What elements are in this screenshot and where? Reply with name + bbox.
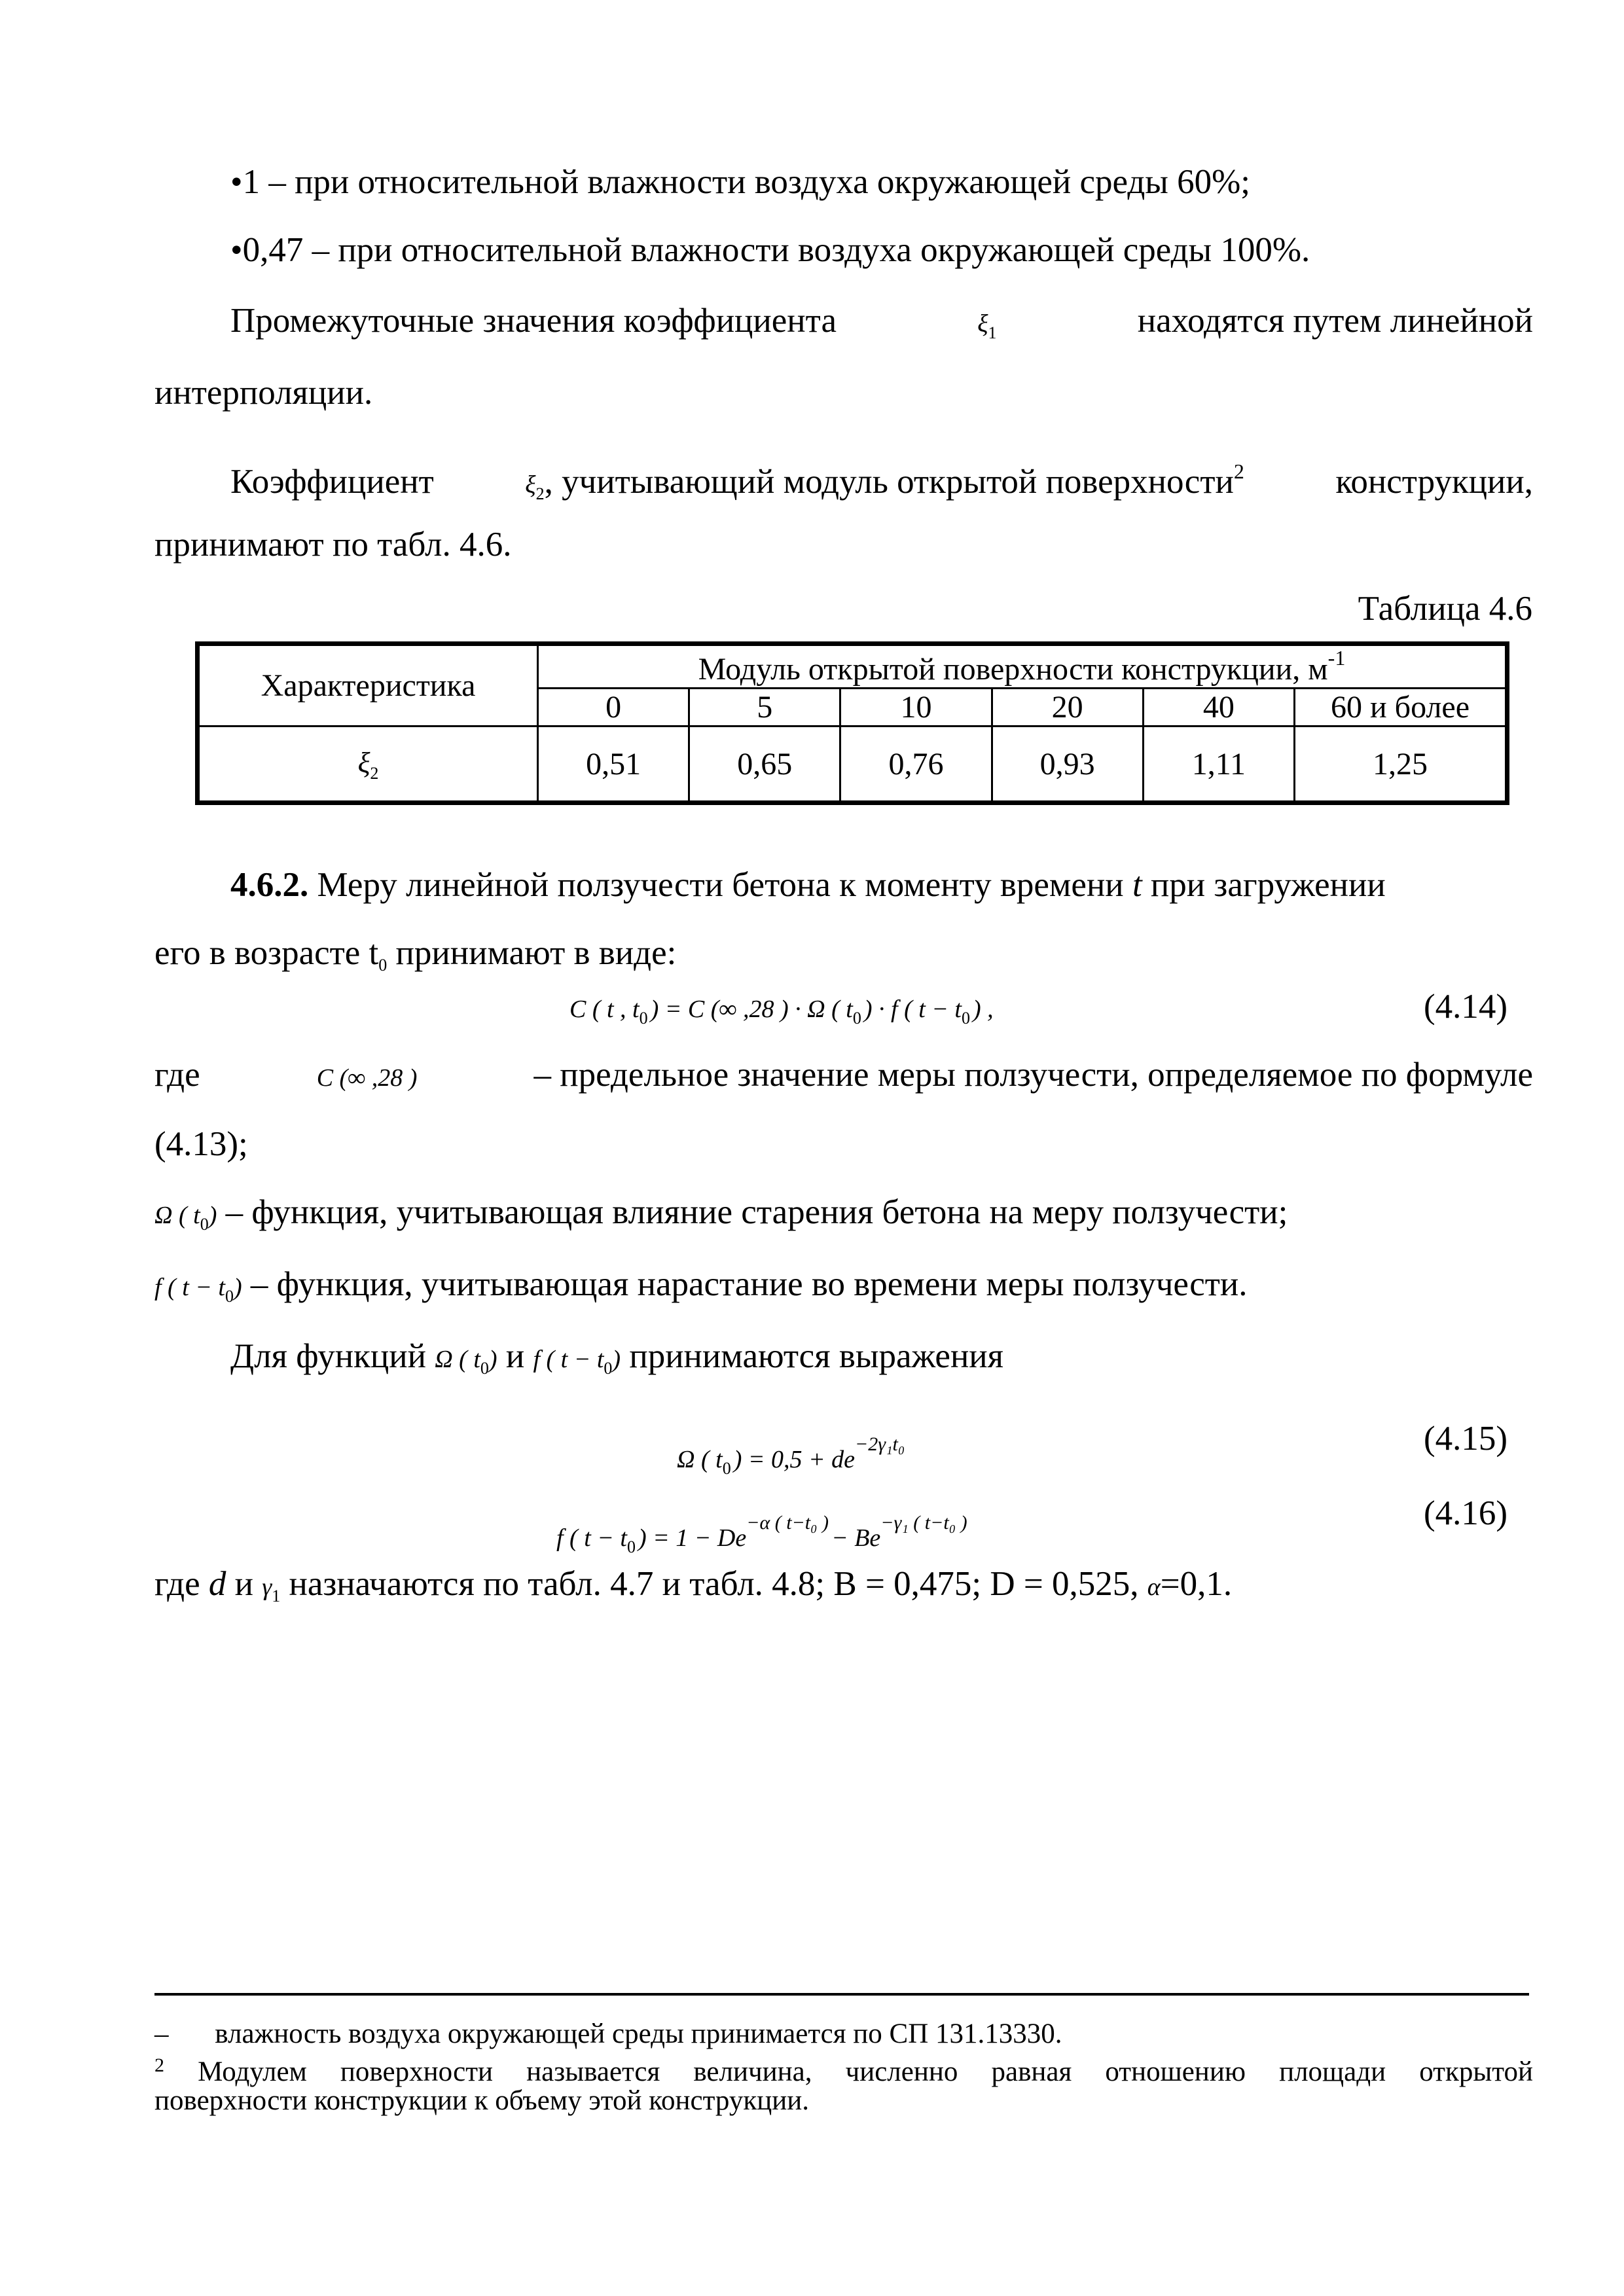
text: где xyxy=(154,1565,200,1603)
formula: ) xyxy=(233,1274,242,1301)
footnote-text: влажность воздуха окружающей среды принимается по СП 131.13330. xyxy=(215,2018,1062,2049)
text: назначаются по табл. 4.7 и табл. 4.8; B = 0,475; D = 0,525, xyxy=(289,1565,1139,1603)
bullet-item xyxy=(230,161,1250,203)
text: где xyxy=(154,1056,200,1094)
bullet-icon: • xyxy=(230,231,243,269)
subscript: 0 xyxy=(852,1009,861,1028)
section-number: 4.6.2. xyxy=(230,866,309,904)
text: =0,1. xyxy=(1160,1565,1233,1603)
bullet-item xyxy=(230,229,1310,271)
text: находятся путем линейной xyxy=(1137,302,1533,340)
formula: Ω ( t xyxy=(154,1202,200,1229)
text: Меру линейной ползучести бетона к моменту времени xyxy=(317,866,1124,904)
formula: ) = 0,5 + de xyxy=(733,1446,856,1473)
def-omega xyxy=(154,1191,1288,1246)
subscript: 0 xyxy=(200,1215,209,1234)
column-header: 60 и более xyxy=(1295,689,1507,726)
symbol: γ xyxy=(262,1573,272,1601)
text: Характеристика xyxy=(261,668,476,703)
group-header xyxy=(538,644,1507,689)
subscript: 0 xyxy=(961,1009,970,1028)
subscript: 1 xyxy=(988,323,997,342)
variable: d xyxy=(208,1565,226,1603)
footnote-text: Модулем поверхности называется величина, численно равная отношению площади открытой xyxy=(198,2056,1533,2087)
column-header: 20 xyxy=(992,689,1143,726)
subscript: 2 xyxy=(535,484,545,503)
column-header: 10 xyxy=(840,689,992,726)
equation-4-15 xyxy=(677,1433,905,1479)
equation-4-16 xyxy=(556,1512,967,1557)
subscript: 0 xyxy=(722,1459,731,1478)
subscript: 0 xyxy=(604,1359,613,1378)
xi2-expression xyxy=(525,450,1244,515)
symbol: α xyxy=(1147,1573,1161,1601)
subscript: 0 xyxy=(626,1537,636,1556)
paragraph-line: интерполяции. xyxy=(154,374,373,412)
table-cell: 1,25 xyxy=(1295,726,1507,803)
formula: ) = C (∞ ,28 ) · Ω ( t xyxy=(650,996,853,1023)
subscript: 2 xyxy=(370,764,379,783)
table-cell: 0,65 xyxy=(689,726,840,803)
formula: − Be xyxy=(831,1524,881,1552)
formula: ) · f ( t − t xyxy=(863,996,962,1023)
footnote-1 xyxy=(154,2017,1062,2051)
for-functions xyxy=(230,1335,1003,1390)
formula: Ω ( t xyxy=(435,1346,480,1373)
formula: f ( t − t xyxy=(556,1524,627,1552)
formula: C (∞ ,28 ) xyxy=(316,1064,418,1092)
reference: (4.13); xyxy=(154,1125,248,1163)
paragraph-coefficient xyxy=(230,450,1533,515)
footnote-mark: – xyxy=(154,2018,169,2049)
row-header xyxy=(198,644,538,726)
text: – функция, учитывающая влияние старения бетона на меру ползучести; xyxy=(225,1193,1288,1231)
section-line2 xyxy=(154,932,676,986)
text: – функция, учитывающая нарастание во времени меры ползучести. xyxy=(250,1265,1248,1303)
formula: ) , xyxy=(972,996,994,1023)
section-4-6-2 xyxy=(230,864,1533,906)
table-cell: 0,93 xyxy=(992,726,1143,803)
exponent: −α ( t−t₀ ) xyxy=(746,1512,829,1534)
equation-number: (4.15) xyxy=(1423,1420,1507,1458)
symbol: ξ xyxy=(357,747,370,779)
text: принимают в виде: xyxy=(395,934,677,972)
def-f xyxy=(154,1263,1248,1318)
text: принимаются выражения xyxy=(629,1337,1004,1375)
formula: Ω ( t xyxy=(677,1446,723,1473)
table-caption: Таблица 4.6 xyxy=(1358,590,1532,628)
exponent: −2γ₁t₀ xyxy=(855,1433,905,1455)
symbol: ξ xyxy=(977,310,988,338)
equation-4-14 xyxy=(569,995,994,1028)
xi1-symbol xyxy=(977,300,996,354)
column-header: 5 xyxy=(689,689,840,726)
column-header: 0 xyxy=(538,689,689,726)
table-cell: 0,76 xyxy=(840,726,992,803)
superscript: -1 xyxy=(1327,646,1346,670)
equation-number: (4.16) xyxy=(1423,1494,1507,1532)
footnote-divider xyxy=(154,1993,1529,1996)
footnote-text: поверхности конструкции к объему этой конструкции. xyxy=(154,2085,810,2116)
section-lead xyxy=(230,864,1386,906)
subscript: 0 xyxy=(639,1009,648,1028)
table-cell: 0,51 xyxy=(538,726,689,803)
subscript: 0 xyxy=(378,956,388,975)
variable: t xyxy=(1132,866,1142,904)
bullet-icon: • xyxy=(230,163,243,201)
text: , учитывающий модуль открытой поверхности xyxy=(544,463,1234,501)
subscript: 1 xyxy=(272,1587,281,1605)
text: Промежуточные значения коэффициента xyxy=(230,302,837,340)
text: Для функций xyxy=(230,1337,426,1375)
where-c xyxy=(154,1054,1533,1099)
equation-number: (4.14) xyxy=(1423,988,1507,1026)
text: и xyxy=(505,1337,525,1375)
formula: C ( t , t xyxy=(569,996,640,1023)
text: – предельное значение меры ползучести, определяемое по формуле xyxy=(533,1056,1533,1094)
formula: ) xyxy=(208,1202,217,1229)
text: Коэффициент xyxy=(230,463,434,501)
formula: ) xyxy=(488,1346,497,1373)
table-4-6 xyxy=(195,641,1509,805)
text: при загружении xyxy=(1150,866,1386,904)
footnote-2 xyxy=(154,2049,1533,2089)
table-cell: 1,11 xyxy=(1143,726,1294,803)
row-label xyxy=(198,726,538,803)
bullet-text: 0,47 – при относительной влажности воздуха окружающей среды 100%. xyxy=(242,231,1310,269)
symbol: ξ xyxy=(525,471,536,499)
formula: f ( t − t xyxy=(154,1274,225,1301)
formula: ) xyxy=(612,1346,621,1373)
subscript: 0 xyxy=(480,1359,489,1378)
paragraph-interpolation xyxy=(230,300,1533,354)
text: конструкции, xyxy=(1335,463,1533,501)
column-header: 40 xyxy=(1143,689,1294,726)
bullet-text: 1 – при относительной влажности воздуха окружающей среды 60%; xyxy=(242,163,1251,201)
text: его в возрасте t xyxy=(154,934,379,972)
footnote-mark: 2 xyxy=(154,2054,164,2076)
final-line xyxy=(154,1563,1232,1617)
paragraph-line: принимают по табл. 4.6. xyxy=(154,526,512,564)
footnote-mark: 2 xyxy=(1233,459,1244,483)
formula: ) = 1 − De xyxy=(638,1524,747,1552)
exponent: −γ₁ ( t−t₀ ) xyxy=(880,1512,967,1534)
text: Модуль открытой поверхности конструкции, м xyxy=(698,652,1328,687)
text: и xyxy=(234,1565,253,1603)
subscript: 0 xyxy=(225,1287,234,1306)
formula: f ( t − t xyxy=(533,1346,604,1373)
